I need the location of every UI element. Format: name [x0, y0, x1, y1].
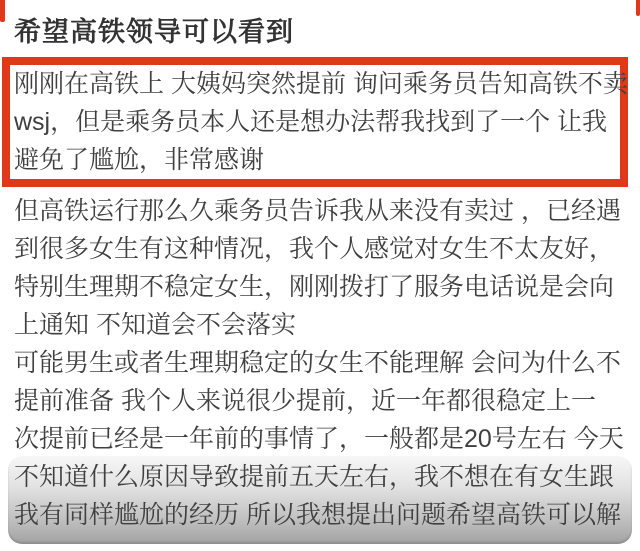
text-line: 到很多女生有这种情况，我个人感觉对女生不太友好，	[14, 235, 615, 263]
red-border-fragment-left	[0, 0, 5, 22]
text-line: 提前准备 我个人来说很少提前，近一年都很稳定上一	[14, 387, 596, 415]
text-line: 不知道什么原因导致提前五天左右，我不想在有女生跟	[14, 463, 615, 491]
text-line: 次提前已经是一年前的事情了，一般都是20号左右 今天	[14, 425, 624, 453]
body-paragraphs	[14, 192, 624, 458]
red-border-fragment-right	[636, 0, 640, 16]
text-line: 可能男生或者生理期稳定的女生不能理解 会问为什么不	[14, 349, 621, 377]
post-title: 希望高铁领导可以看到	[14, 17, 294, 47]
text-line: 但高铁运行那么久乘务员告诉我从来没有卖过 ，已经遇	[14, 197, 621, 225]
text-line: 刚刚在高铁上 大姨妈突然提前 询问乘务员告知高铁不卖	[14, 70, 628, 98]
text-line: 特别生理期不稳定女生，刚刚拨打了服务电话说是会向	[14, 273, 615, 301]
footer-gradient-block	[8, 456, 632, 544]
text-line: 上通知 不知道会不会落实	[14, 311, 296, 339]
text-line: 我有同样尴尬的经历 所以我想提出问题希望高铁可以解	[14, 501, 621, 529]
highlight-box	[2, 57, 628, 187]
text-line: wsj，但是乘务员本人还是想办法帮我找到了一个 让我	[14, 108, 608, 136]
highlight-paragraph	[10, 65, 628, 179]
text-line: 避免了尴尬，非常感谢	[14, 146, 265, 174]
